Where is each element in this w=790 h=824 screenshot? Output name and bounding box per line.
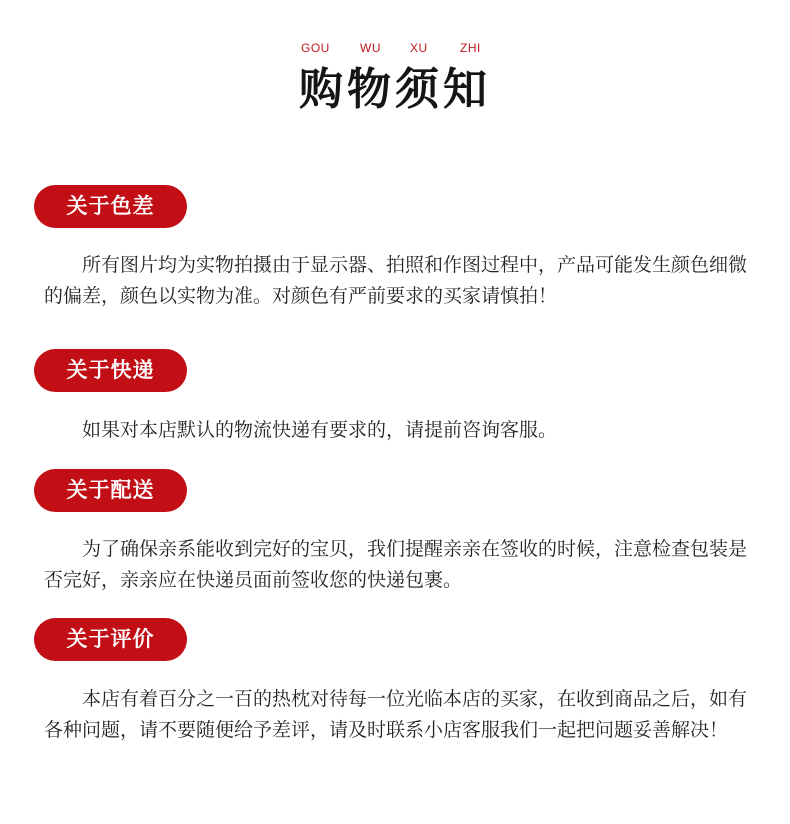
pinyin-xu: XU <box>410 41 428 55</box>
pinyin-row <box>0 41 790 57</box>
section-heading-express: 关于快递 <box>34 349 187 392</box>
section-text-review: 本店有着百分之一百的热枕对待每一位光临本店的买家，在收到商品之后，如有各种问题，请不要随便给予差评，请及时联系小店客服我们一起把问题妥善解决！ <box>44 688 748 741</box>
pinyin-zhi: ZHI <box>460 41 481 55</box>
pinyin-wu: WU <box>360 41 381 55</box>
pinyin-gou: GOU <box>301 41 330 55</box>
section-text-delivery: 为了确保亲系能收到完好的宝贝，我们提醒亲亲在签收的时候，注意检查包装是否完好，亲亲应在快递员面前签收您的快递包裹。 <box>44 538 748 591</box>
page-title: 购物须知 <box>299 64 491 115</box>
section-heading-color-difference: 关于色差 <box>34 185 187 228</box>
section-text-express: 如果对本店默认的物流快递有要求的，请提前咨询客服。 <box>82 419 558 441</box>
section-heading-delivery: 关于配送 <box>34 469 187 512</box>
section-text-color-difference: 所有图片均为实物拍摄由于显示器、拍照和作图过程中，产品可能发生颜色细微的偏差，颜色以实物为准。对颜色有严前要求的买家请慎拍！ <box>44 254 748 307</box>
section-heading-review: 关于评价 <box>34 618 187 661</box>
